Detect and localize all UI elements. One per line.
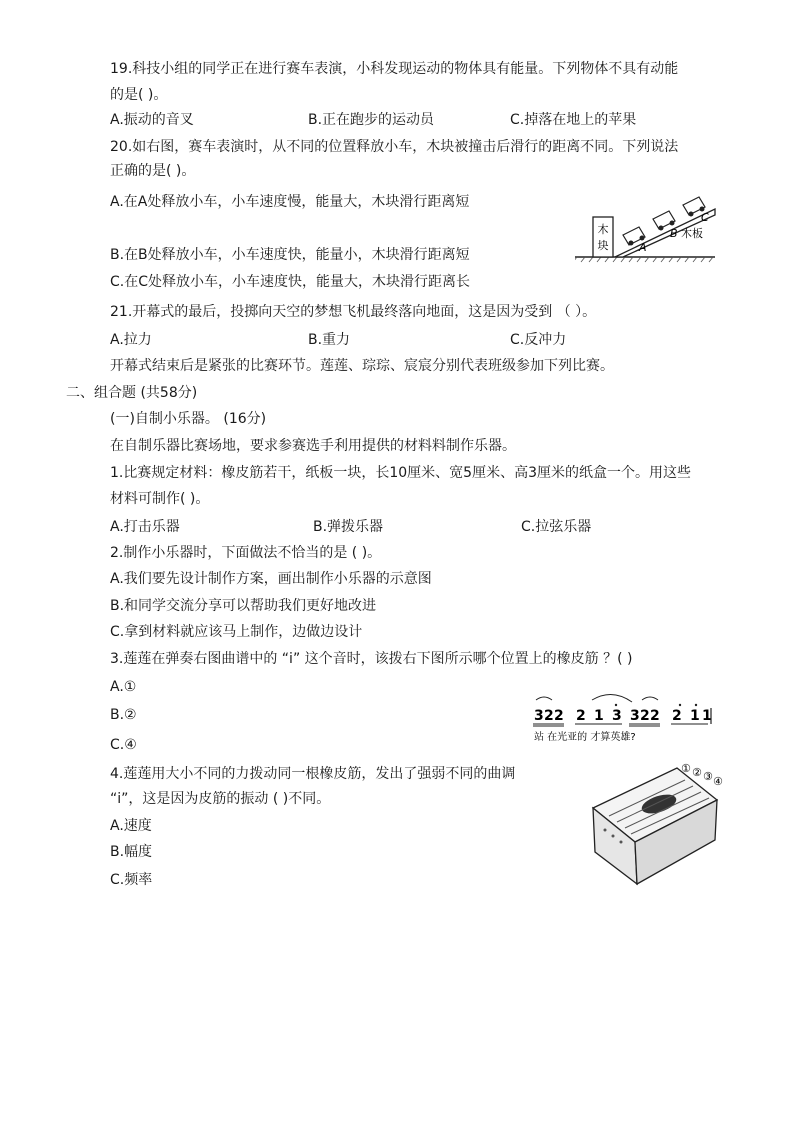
note-9: 2 [650,708,660,724]
s2-q2-line1: 2.制作小乐器时，下面做法不恰当的是 ( )。 [110,545,382,561]
s2-q3-option-b: B.② [110,707,137,723]
q20-option-b: B.在B处释放小车，小车速度快，能量小，木块滑行距离短 [110,247,470,263]
slur-1 [536,697,552,700]
label-a: A [639,241,647,254]
q21-option-c: C.反冲力 [510,332,567,348]
note-4: 2 [576,708,586,724]
s2-q1-line2: 材料可制作( )。 [110,491,210,507]
score-lyrics: 站 在光亚的 才算英雄? [534,732,636,743]
s2-q3-option-c: C.④ [110,737,137,753]
slur-2 [592,694,632,702]
note-12: 1 [702,708,712,724]
note-8: 2 [640,708,650,724]
label-b: B [670,227,678,240]
s2-q1-option-a: A.打击乐器 [110,519,180,535]
note-2: 2 [544,708,554,724]
q19-line1: 19.科技小组的同学正在进行赛车表演，小科发现运动的物体具有能量。下列物体不具有动能 [110,61,679,77]
s2-q1-option-b: B.弹拨乐器 [313,519,384,535]
s2-q2-option-b: B.和同学交流分享可以帮助我们更好地改进 [110,598,377,614]
note-5: 1 [594,708,604,724]
box-instrument-figure [585,760,725,888]
marker-4: ④ [713,775,723,788]
s2-q3-option-a: A.① [110,679,137,695]
q21-line1: 21.开幕式的最后，投掷向天空的梦想飞机最终落向地面，这是因为受到 （ ）。 [110,304,597,320]
s2-q1-line1: 1.比赛规定材料：橡皮筋若干，纸板一块，长10厘米、宽5厘米、高3厘米的纸盒一个。用这些 [110,465,691,481]
q19-option-a: A.振动的音叉 [110,112,194,128]
q19-line2: 的是( )。 [110,87,168,103]
note-11: 1 [690,708,700,724]
note-1: 3 [534,708,544,724]
s2-q2-option-c: C.拿到材料就应该马上制作，边做边设计 [110,624,363,640]
marker-1: ① [681,762,691,775]
subsection-intro: 在自制乐器比赛场地，要求参赛选手利用提供的材料料制作乐器。 [110,438,516,454]
s2-q2-option-a: A.我们要先设计制作方案，画出制作小乐器的示意图 [110,571,432,587]
s2-q3-line1: 3.莲莲在弹奏右图曲谱中的 “i” 这个音时，该拨右下图所示哪个位置上的橡皮筋 ？( ) [110,651,633,667]
note-3: 2 [554,708,564,724]
q19-option-c: C.掉落在地上的苹果 [510,112,637,128]
s2-q4-line2: “i”，这是因为皮筋的振动 ( )不同。 [110,791,331,807]
q20-line2: 正确的是( )。 [110,163,196,179]
note-6: 3 [612,708,622,724]
block-label-top: 木 [597,223,609,236]
note-10: 2 [672,708,682,724]
s2-q4-line1: 4.莲莲用大小不同的力拨动同一根橡皮筋，发出了强弱不同的曲调 [110,766,516,782]
q21-option-b: B.重力 [308,332,351,348]
board-label: 木板 [681,227,703,240]
section-title: 二、组合题 (共58分) [66,385,198,401]
marker-2: ② [692,766,702,779]
label-c: C [701,211,709,224]
marker-3: ③ [703,770,713,783]
q21-option-a: A.拉力 [110,332,152,348]
note-7: 3 [630,708,640,724]
q20-option-c: C.在C处释放小车，小车速度快，能量大，木块滑行距离长 [110,274,470,290]
q20-option-a: A.在A处释放小车，小车速度慢，能量大，木块滑行距离短 [110,194,470,210]
high-dot-2 [679,704,681,706]
high-dot-1 [615,704,617,706]
block-label-bottom: 块 [597,239,609,252]
incline-figure [575,185,720,265]
transition-text: 开幕式结束后是紧张的比赛环节。莲莲、琮琮、宸宸分别代表班级参加下列比赛。 [110,358,614,374]
s2-q4-option-a: A.速度 [110,818,152,834]
music-score-figure [530,688,715,743]
high-dot-3 [695,704,697,706]
subsection-title: (一)自制小乐器。 (16分) [110,411,267,427]
s2-q1-option-c: C.拉弦乐器 [521,519,592,535]
q19-option-b: B.正在跑步的运动员 [308,112,435,128]
s2-q4-option-b: B.幅度 [110,844,153,860]
s2-q4-option-c: C.频率 [110,872,153,888]
slur-3 [642,697,658,700]
q20-line1: 20.如右图，赛车表演时，从不同的位置释放小车，木块被撞击后滑行的距离不同。下列说法 [110,139,679,155]
